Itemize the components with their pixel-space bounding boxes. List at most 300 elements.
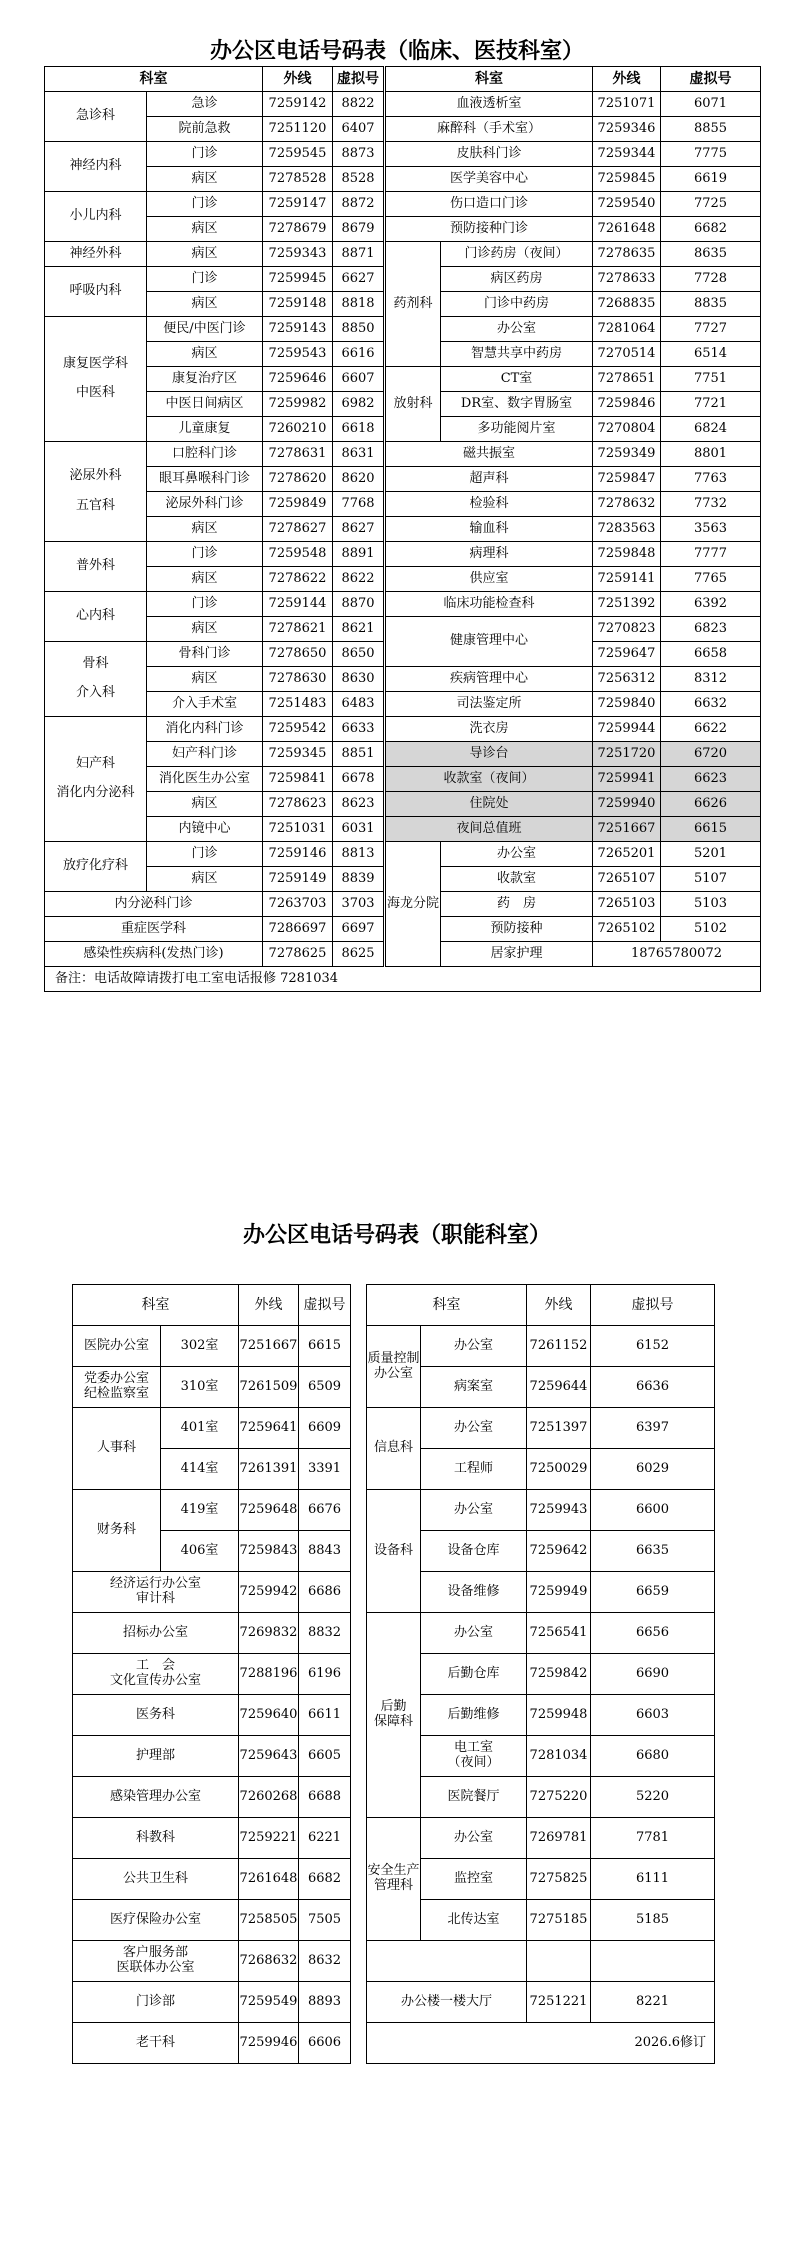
dept-name: 临床功能检查科 xyxy=(385,592,593,617)
table-row xyxy=(45,742,761,767)
dept-name: 护理部 xyxy=(73,1736,239,1777)
table-row xyxy=(45,817,761,842)
dept-name: 感染管理办公室 xyxy=(73,1777,239,1818)
virtual-number: 5220 xyxy=(591,1777,715,1818)
dept-name: 收款室（夜间） xyxy=(385,767,593,792)
dept-group: 人事科 xyxy=(73,1408,161,1490)
virtual-number: 6619 xyxy=(661,167,761,192)
table-header-row xyxy=(73,1285,715,1326)
functional-table-title: 办公区电话号码表（职能科室） xyxy=(242,1222,551,1248)
header-ext: 外线 xyxy=(263,67,333,92)
external-number: 7259942 xyxy=(239,1572,299,1613)
external-number: 7259840 xyxy=(593,692,661,717)
sub-dept-name: 设备仓库 xyxy=(421,1531,527,1572)
external-number: 7278679 xyxy=(263,217,333,242)
virtual-number: 6611 xyxy=(299,1695,351,1736)
external-number: 7259144 xyxy=(263,592,333,617)
dept-name: 公共卫生科 xyxy=(73,1859,239,1900)
column-gap xyxy=(351,1408,367,1449)
virtual-number: 8835 xyxy=(661,292,761,317)
sub-dept-name: 病区 xyxy=(147,792,263,817)
external-number: 7251221 xyxy=(527,1982,591,2023)
virtual-number: 3703 xyxy=(333,892,385,917)
external-number: 7278635 xyxy=(593,242,661,267)
virtual-number: 8850 xyxy=(333,317,385,342)
column-gap xyxy=(351,1695,367,1736)
external-number: 7259982 xyxy=(263,392,333,417)
virtual-number: 8873 xyxy=(333,142,385,167)
external-number: 7259343 xyxy=(263,242,333,267)
dept-group: 骨科 介入科 xyxy=(45,642,147,717)
empty-cell xyxy=(591,1941,715,1982)
sub-dept-name: 门诊 xyxy=(147,592,263,617)
external-number: 7251667 xyxy=(239,1326,299,1367)
external-number: 7251120 xyxy=(263,117,333,142)
virtual-number: 8855 xyxy=(661,117,761,142)
column-gap xyxy=(351,1777,367,1818)
virtual-number: 6982 xyxy=(333,392,385,417)
virtual-number: 6632 xyxy=(661,692,761,717)
virtual-number: 6720 xyxy=(661,742,761,767)
external-number: 7259540 xyxy=(593,192,661,217)
virtual-number: 3391 xyxy=(299,1449,351,1490)
revision-note: 2026.6修订 xyxy=(367,2023,715,2064)
dept-group: 医院办公室 xyxy=(73,1326,161,1367)
header-ext: 外线 xyxy=(239,1285,299,1326)
dept-name: 皮肤科门诊 xyxy=(385,142,593,167)
sub-dept-name: 病区 xyxy=(147,867,263,892)
external-number: 7278651 xyxy=(593,367,661,392)
sub-dept-name: 介入手术室 xyxy=(147,692,263,717)
external-number: 7259847 xyxy=(593,467,661,492)
external-number: 7259545 xyxy=(263,142,333,167)
external-number: 7259648 xyxy=(239,1490,299,1531)
table-row xyxy=(73,1941,715,1982)
dept-name: 住院处 xyxy=(385,792,593,817)
virtual-number: 6609 xyxy=(299,1408,351,1449)
virtual-number: 6618 xyxy=(333,417,385,442)
external-number: 7259147 xyxy=(263,192,333,217)
external-number: 7270804 xyxy=(593,417,661,442)
external-number: 7278630 xyxy=(263,667,333,692)
phone-number: 18765780072 xyxy=(593,942,761,967)
sub-dept-name: 电工室 （夜间） xyxy=(421,1736,527,1777)
external-number: 7259148 xyxy=(263,292,333,317)
sub-dept-name: 消化内科门诊 xyxy=(147,717,263,742)
virtual-number: 6483 xyxy=(333,692,385,717)
sub-dept-name: 便民/中医门诊 xyxy=(147,317,263,342)
external-number: 7259346 xyxy=(593,117,661,142)
sub-dept-name: 医院餐厅 xyxy=(421,1777,527,1818)
column-gap xyxy=(351,1859,367,1900)
sub-dept-name: 药 房 xyxy=(441,892,593,917)
external-number: 7259644 xyxy=(527,1367,591,1408)
external-number: 7275825 xyxy=(527,1859,591,1900)
column-gap xyxy=(351,2023,367,2064)
dept-name: 磁共振室 xyxy=(385,442,593,467)
table-row xyxy=(45,142,761,167)
external-number: 7259344 xyxy=(593,142,661,167)
dept-name: 门诊部 xyxy=(73,1982,239,2023)
virtual-number: 6397 xyxy=(591,1408,715,1449)
sub-dept-name: 儿童康复 xyxy=(147,417,263,442)
table-row xyxy=(45,542,761,567)
virtual-number: 6656 xyxy=(591,1613,715,1654)
external-number: 7259549 xyxy=(239,1982,299,2023)
sub-dept-name: 办公室 xyxy=(441,842,593,867)
virtual-number: 6623 xyxy=(661,767,761,792)
sub-dept-name: 内镜中心 xyxy=(147,817,263,842)
dept-group: 放疗化疗科 xyxy=(45,842,147,892)
table-row xyxy=(45,467,761,492)
sub-dept-name: 收款室 xyxy=(441,867,593,892)
external-number: 7259640 xyxy=(239,1695,299,1736)
header-dept: 科室 xyxy=(385,67,593,92)
sub-dept-name: 监控室 xyxy=(421,1859,527,1900)
external-number: 7259543 xyxy=(263,342,333,367)
external-number: 7278633 xyxy=(593,267,661,292)
external-number: 7256312 xyxy=(593,667,661,692)
dept-group: 药剂科 xyxy=(385,242,441,367)
virtual-number: 8650 xyxy=(333,642,385,667)
virtual-number: 8871 xyxy=(333,242,385,267)
virtual-number: 6658 xyxy=(661,642,761,667)
header-ext: 外线 xyxy=(593,67,661,92)
external-number: 7251071 xyxy=(593,92,661,117)
clinical-table-title: 办公区电话号码表（临床、医技科室） xyxy=(209,38,584,64)
virtual-number: 7763 xyxy=(661,467,761,492)
virtual-number: 8623 xyxy=(333,792,385,817)
virtual-number: 6680 xyxy=(591,1736,715,1777)
table-row xyxy=(45,217,761,242)
virtual-number: 6636 xyxy=(591,1367,715,1408)
external-number: 7260268 xyxy=(239,1777,299,1818)
header-dept: 科室 xyxy=(73,1285,239,1326)
virtual-number: 7775 xyxy=(661,142,761,167)
sub-dept-name: 办公室 xyxy=(421,1326,527,1367)
virtual-number: 6407 xyxy=(333,117,385,142)
column-gap xyxy=(351,1613,367,1654)
virtual-number: 6678 xyxy=(333,767,385,792)
table-row xyxy=(45,617,761,642)
virtual-number: 8679 xyxy=(333,217,385,242)
dept-name: 输血科 xyxy=(385,517,593,542)
virtual-number: 8621 xyxy=(333,617,385,642)
external-number: 7259943 xyxy=(527,1490,591,1531)
empty-cell xyxy=(527,1941,591,1982)
dept-name: 招标办公室 xyxy=(73,1613,239,1654)
external-number: 7259149 xyxy=(263,867,333,892)
sub-dept-name: 办公室 xyxy=(421,1490,527,1531)
virtual-number: 6626 xyxy=(661,792,761,817)
external-number: 7261509 xyxy=(239,1367,299,1408)
dept-name: 办公楼一楼大厅 xyxy=(367,1982,527,2023)
virtual-number: 6607 xyxy=(333,367,385,392)
virtual-number: 8627 xyxy=(333,517,385,542)
dept-name: 科教科 xyxy=(73,1818,239,1859)
sub-dept-name: 中医日间病区 xyxy=(147,392,263,417)
virtual-number: 6697 xyxy=(333,917,385,942)
dept-name: 洗衣房 xyxy=(385,717,593,742)
sub-dept-name: 办公室 xyxy=(421,1408,527,1449)
virtual-number: 6682 xyxy=(299,1859,351,1900)
dept-group: 党委办公室 纪检监察室 xyxy=(73,1367,161,1408)
external-number: 7251720 xyxy=(593,742,661,767)
external-number: 7278627 xyxy=(263,517,333,542)
virtual-number: 6616 xyxy=(333,342,385,367)
external-number: 7261648 xyxy=(239,1859,299,1900)
table-row xyxy=(73,1818,715,1859)
external-number: 7259221 xyxy=(239,1818,299,1859)
virtual-number: 3563 xyxy=(661,517,761,542)
external-number: 7261152 xyxy=(527,1326,591,1367)
table-row xyxy=(45,242,761,267)
virtual-number: 6627 xyxy=(333,267,385,292)
external-number: 7259944 xyxy=(593,717,661,742)
dept-name: 麻醉科（手术室） xyxy=(385,117,593,142)
column-gap xyxy=(351,1736,367,1777)
external-number: 7259941 xyxy=(593,767,661,792)
external-number: 7261648 xyxy=(593,217,661,242)
room-number: 401室 xyxy=(161,1408,239,1449)
dept-name: 病理科 xyxy=(385,542,593,567)
external-number: 7259647 xyxy=(593,642,661,667)
table-row xyxy=(73,1408,715,1449)
virtual-number: 7727 xyxy=(661,317,761,342)
virtual-number: 8822 xyxy=(333,92,385,117)
virtual-number: 8632 xyxy=(299,1941,351,1982)
sub-dept-name: 工程师 xyxy=(421,1449,527,1490)
virtual-number: 6603 xyxy=(591,1695,715,1736)
sub-dept-name: 门诊药房（夜间） xyxy=(441,242,593,267)
external-number: 7278650 xyxy=(263,642,333,667)
dept-group: 后勤 保障科 xyxy=(367,1613,421,1818)
external-number: 7265107 xyxy=(593,867,661,892)
sub-dept-name: 院前急救 xyxy=(147,117,263,142)
room-number: 419室 xyxy=(161,1490,239,1531)
virtual-number: 8801 xyxy=(661,442,761,467)
virtual-number: 6676 xyxy=(299,1490,351,1531)
virtual-number: 8843 xyxy=(299,1531,351,1572)
sub-dept-name: 后勤维修 xyxy=(421,1695,527,1736)
virtual-number: 6392 xyxy=(661,592,761,617)
dept-group: 康复医学科 中医科 xyxy=(45,317,147,442)
table-row xyxy=(45,192,761,217)
virtual-number: 6111 xyxy=(591,1859,715,1900)
column-gap xyxy=(351,1531,367,1572)
virtual-number: 5185 xyxy=(591,1900,715,1941)
virtual-number: 7765 xyxy=(661,567,761,592)
virtual-number: 6509 xyxy=(299,1367,351,1408)
dept-name: 客户服务部 医联体办公室 xyxy=(73,1941,239,1982)
external-number: 7259940 xyxy=(593,792,661,817)
virtual-number: 6605 xyxy=(299,1736,351,1777)
virtual-number: 7781 xyxy=(591,1818,715,1859)
external-number: 7259843 xyxy=(239,1531,299,1572)
sub-dept-name: 消化医生办公室 xyxy=(147,767,263,792)
virtual-number: 5103 xyxy=(661,892,761,917)
dept-name: 老干科 xyxy=(73,2023,239,2064)
dept-name: 供应室 xyxy=(385,567,593,592)
external-number: 7251031 xyxy=(263,817,333,842)
sub-dept-name: 设备维修 xyxy=(421,1572,527,1613)
dept-name: 超声科 xyxy=(385,467,593,492)
external-number: 7278620 xyxy=(263,467,333,492)
virtual-number: 8839 xyxy=(333,867,385,892)
external-number: 7259849 xyxy=(263,492,333,517)
dept-group: 财务科 xyxy=(73,1490,161,1572)
external-number: 7259646 xyxy=(263,367,333,392)
virtual-number: 6688 xyxy=(299,1777,351,1818)
sub-dept-name: 门诊 xyxy=(147,192,263,217)
virtual-number: 8630 xyxy=(333,667,385,692)
virtual-number: 7725 xyxy=(661,192,761,217)
dept-group: 小儿内科 xyxy=(45,192,147,242)
external-number: 7259642 xyxy=(527,1531,591,1572)
external-number: 7259643 xyxy=(239,1736,299,1777)
external-number: 7265103 xyxy=(593,892,661,917)
virtual-number: 6071 xyxy=(661,92,761,117)
table-row xyxy=(73,1613,715,1654)
sub-dept-name: 病区 xyxy=(147,242,263,267)
table-row xyxy=(45,492,761,517)
table-row xyxy=(45,92,761,117)
column-gap xyxy=(351,1490,367,1531)
column-gap xyxy=(351,1982,367,2023)
external-number: 7278623 xyxy=(263,792,333,817)
external-number: 7259345 xyxy=(263,742,333,767)
external-number: 7269832 xyxy=(239,1613,299,1654)
virtual-number: 7505 xyxy=(299,1900,351,1941)
virtual-number: 6823 xyxy=(661,617,761,642)
table-row xyxy=(73,1490,715,1531)
sub-dept-name: 口腔科门诊 xyxy=(147,442,263,467)
virtual-number: 8813 xyxy=(333,842,385,867)
virtual-number: 5201 xyxy=(661,842,761,867)
dept-group: 神经外科 xyxy=(45,242,147,267)
external-number: 7259946 xyxy=(239,2023,299,2064)
dept-name: 内分泌科门诊 xyxy=(45,892,263,917)
sub-dept-name: 病区 xyxy=(147,567,263,592)
sub-dept-name: 门诊 xyxy=(147,542,263,567)
dept-name: 感染性疾病科(发热门诊) xyxy=(45,942,263,967)
virtual-number: 6633 xyxy=(333,717,385,742)
external-number: 7259948 xyxy=(527,1695,591,1736)
virtual-number: 6029 xyxy=(591,1449,715,1490)
sub-dept-name: 病区 xyxy=(147,292,263,317)
table-row xyxy=(73,2023,715,2064)
external-number: 7281064 xyxy=(593,317,661,342)
sub-dept-name: 门诊 xyxy=(147,267,263,292)
virtual-number: 6615 xyxy=(299,1326,351,1367)
external-number: 7259949 xyxy=(527,1572,591,1613)
dept-group: 设备科 xyxy=(367,1490,421,1613)
virtual-number: 8625 xyxy=(333,942,385,967)
header-virt: 虚拟号 xyxy=(591,1285,715,1326)
external-number: 7259841 xyxy=(263,767,333,792)
external-number: 7265102 xyxy=(593,917,661,942)
virtual-number: 6824 xyxy=(661,417,761,442)
table-row xyxy=(45,792,761,817)
external-number: 7268632 xyxy=(239,1941,299,1982)
virtual-number: 6196 xyxy=(299,1654,351,1695)
table-row xyxy=(45,167,761,192)
room-number: 302室 xyxy=(161,1326,239,1367)
sub-dept-name: 病区 xyxy=(147,617,263,642)
external-number: 7259842 xyxy=(527,1654,591,1695)
dept-name: 导诊台 xyxy=(385,742,593,767)
column-gap xyxy=(351,1654,367,1695)
sub-dept-name: 眼耳鼻喉科门诊 xyxy=(147,467,263,492)
virtual-number: 7721 xyxy=(661,392,761,417)
virtual-number: 7732 xyxy=(661,492,761,517)
dept-group: 放射科 xyxy=(385,367,441,442)
table-row xyxy=(45,717,761,742)
column-gap xyxy=(351,1818,367,1859)
dept-group: 海龙分院 xyxy=(385,842,441,967)
external-number: 7268835 xyxy=(593,292,661,317)
room-number: 414室 xyxy=(161,1449,239,1490)
header-virt: 虚拟号 xyxy=(661,67,761,92)
external-number: 7259142 xyxy=(263,92,333,117)
sub-dept-name: 办公室 xyxy=(441,317,593,342)
sub-dept-name: 门诊 xyxy=(147,842,263,867)
sub-dept-name: 智慧共享中药房 xyxy=(441,342,593,367)
room-number: 310室 xyxy=(161,1367,239,1408)
external-number: 7275185 xyxy=(527,1900,591,1941)
sub-dept-name: 骨科门诊 xyxy=(147,642,263,667)
dept-name: 经济运行办公室 审计科 xyxy=(73,1572,239,1613)
virtual-number: 7728 xyxy=(661,267,761,292)
external-number: 7259845 xyxy=(593,167,661,192)
sub-dept-name: CT室 xyxy=(441,367,593,392)
external-number: 7250029 xyxy=(527,1449,591,1490)
dept-group: 神经内科 xyxy=(45,142,147,192)
virtual-number: 6606 xyxy=(299,2023,351,2064)
sub-dept-name: 妇产科门诊 xyxy=(147,742,263,767)
virtual-number: 6682 xyxy=(661,217,761,242)
virtual-number: 6690 xyxy=(591,1654,715,1695)
external-number: 7259848 xyxy=(593,542,661,567)
sub-dept-name: 预防接种 xyxy=(441,917,593,942)
dept-name: 工 会 文化宣传办公室 xyxy=(73,1654,239,1695)
dept-name: 重症医学科 xyxy=(45,917,263,942)
functional-phone-table xyxy=(72,1284,715,2064)
table-row xyxy=(45,667,761,692)
external-number: 7251392 xyxy=(593,592,661,617)
sub-dept-name: 病案室 xyxy=(421,1367,527,1408)
column-gap xyxy=(351,1572,367,1613)
virtual-number: 8631 xyxy=(333,442,385,467)
external-number: 7278621 xyxy=(263,617,333,642)
virtual-number: 8891 xyxy=(333,542,385,567)
column-gap xyxy=(351,1941,367,1982)
virtual-number: 8870 xyxy=(333,592,385,617)
table-row xyxy=(73,1326,715,1367)
external-number: 7261391 xyxy=(239,1449,299,1490)
external-number: 7259548 xyxy=(263,542,333,567)
table-row xyxy=(45,367,761,392)
virtual-number: 7768 xyxy=(333,492,385,517)
table-row xyxy=(45,767,761,792)
table-row xyxy=(45,517,761,542)
sub-dept-name: 门诊中药房 xyxy=(441,292,593,317)
virtual-number: 6221 xyxy=(299,1818,351,1859)
table-row xyxy=(45,442,761,467)
virtual-number: 6600 xyxy=(591,1490,715,1531)
dept-group: 泌尿外科 五官科 xyxy=(45,442,147,542)
sub-dept-name: 多功能阅片室 xyxy=(441,417,593,442)
